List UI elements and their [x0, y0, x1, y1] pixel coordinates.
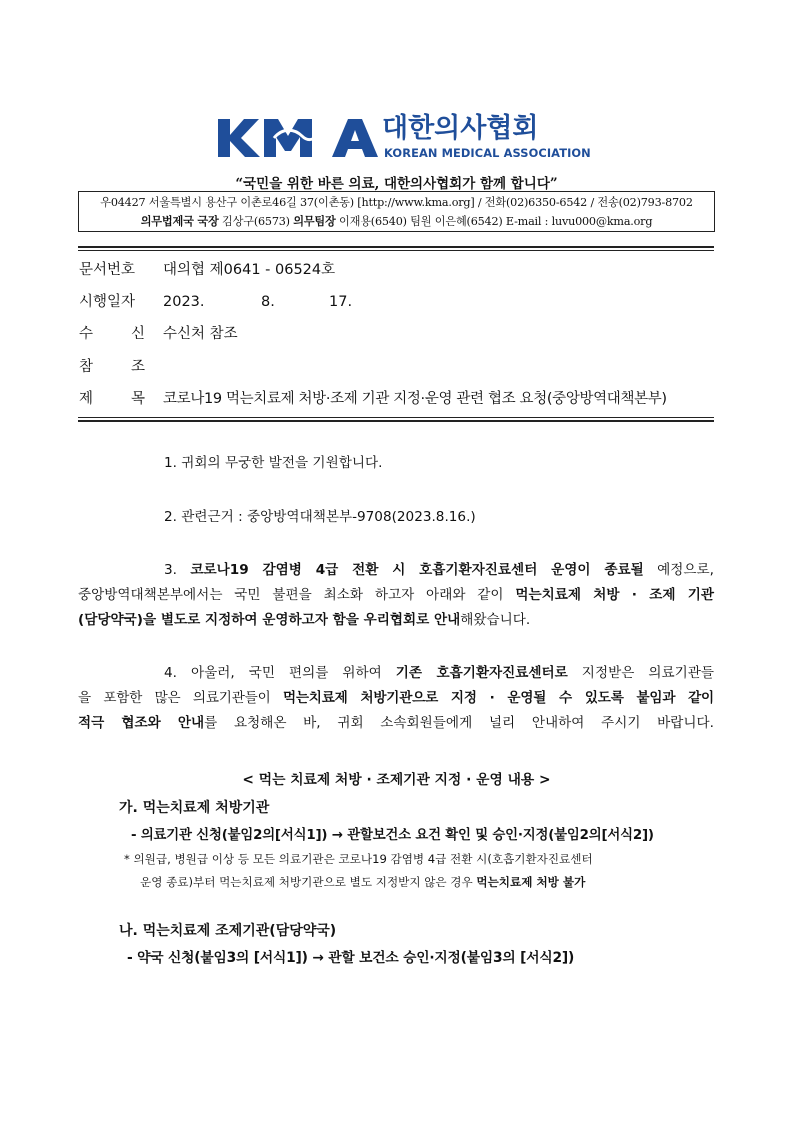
section-title: < 먹는 치료제 처방 · 조제기관 지정 · 운영 내용 >: [242, 772, 551, 788]
date-day: 17.: [329, 294, 353, 310]
paragraph-3-line-1: 3. 코로나19 감염병 4급 전환 시 호흡기환자진료센터 운영이 종료될 예정으로,: [164, 562, 714, 578]
paragraph-3-line-2: 중앙방역대책본부에서는 국민 불편을 최소화 하고자 아래와 같이 먹는치료제 처방 · 조제 기관: [78, 587, 714, 603]
paragraph-2: 2. 관련근거 : 중앙방역대책본부-9708(2023.8.16.): [164, 509, 476, 525]
subject-value: 코로나19 먹는치료제 처방·조제 기관 지정·운영 관련 협조 요청(중앙방역대책본부): [163, 391, 667, 407]
contact-label-manager: 의무팀장: [293, 214, 336, 228]
logo-korean-name: 대한의사협회: [382, 113, 539, 144]
address-line-1: 우04427 서울특별시 용산구 이촌로46길 37(이촌동) [http://www.kma.org] / 전화(02)6350-6542 / 전송(02)793-8702: [100, 196, 693, 209]
doc-number-value: 대의협 제0641 - 06524호: [163, 262, 336, 278]
paragraph-3-line-3: (담당약국)을 별도로 지정하여 운영하고자 함을 우리협회로 안내해왔습니다.: [78, 612, 531, 628]
subsection-b-heading: 나. 먹는치료제 조제기관(담당약국): [119, 923, 337, 939]
slogan: “국민을 위한 바른 의료, 대한의사협회가 함께 합니다”: [235, 176, 558, 192]
date-month: 8.: [261, 294, 275, 310]
address-line-2: [79, 212, 714, 231]
logo-english-name: KOREAN MEDICAL ASSOCIATION: [384, 146, 591, 160]
date-label: 시행일자: [79, 294, 136, 310]
recipient-value: 수신처 참조: [163, 326, 238, 342]
divider: [78, 250, 714, 251]
paragraph-4-line-1: 4. 아울러, 국민 편의를 위하여 기존 호흡기환자진료센터로 지정받은 의료기관들: [164, 665, 715, 681]
subsection-a-note-1: * 의원급, 병원급 이상 등 모든 의료기관은 코로나19 감염병 4급 전환 시(호흡기환자진료센터: [124, 852, 593, 866]
paragraph-4-line-2: 을 포함한 많은 의료기관들이 먹는치료제 처방기관으로 지정 · 운영될 수 있도록 붙임과 같이: [78, 690, 714, 706]
subsection-b-bullet: - 약국 신청(붙임3의 [서식1]) → 관할 보건소 승인·지정(붙임3의 [서식2]): [127, 950, 575, 966]
contact-value-manager: 이재용(6540) 팀원 이은혜(6542) E-mail : luvu000@kma.org: [335, 215, 653, 228]
paragraph-4-line-3: 적극 협조와 안내를 요청해온 바, 귀회 소속회원들에게 널리 안내하여 주시기 바랍니다.: [78, 715, 714, 731]
subsection-a-heading: 가. 먹는치료제 처방기관: [119, 800, 270, 816]
subsection-a-bullet: - 의료기관 신청(붙임2의[서식1]) → 관할보건소 요건 확인 및 승인·지정(붙임2의[서식2]): [131, 828, 654, 843]
subsection-a-note-2: 운영 종료)부터 먹는치료제 처방기관으로 별도 지정받지 않은 경우 먹는치료제 처방 불가: [140, 875, 586, 889]
divider: [78, 417, 714, 418]
divider: [78, 246, 714, 248]
subject-label: 제 목: [79, 391, 145, 407]
contact-label-director: 의무법제국 국장: [140, 214, 219, 228]
paragraph-1: 1. 귀회의 무궁한 발전을 기원합니다.: [164, 455, 383, 471]
divider: [78, 420, 714, 422]
reference-label: 참 조: [79, 359, 145, 375]
date-row: [79, 290, 479, 314]
address-box: [78, 191, 715, 232]
contact-value-director: 김상구(6573): [218, 215, 294, 228]
doc-number-label: 문서번호: [79, 262, 136, 278]
recipient-label: 수 신: [79, 326, 145, 342]
date-year: 2023.: [163, 294, 205, 310]
